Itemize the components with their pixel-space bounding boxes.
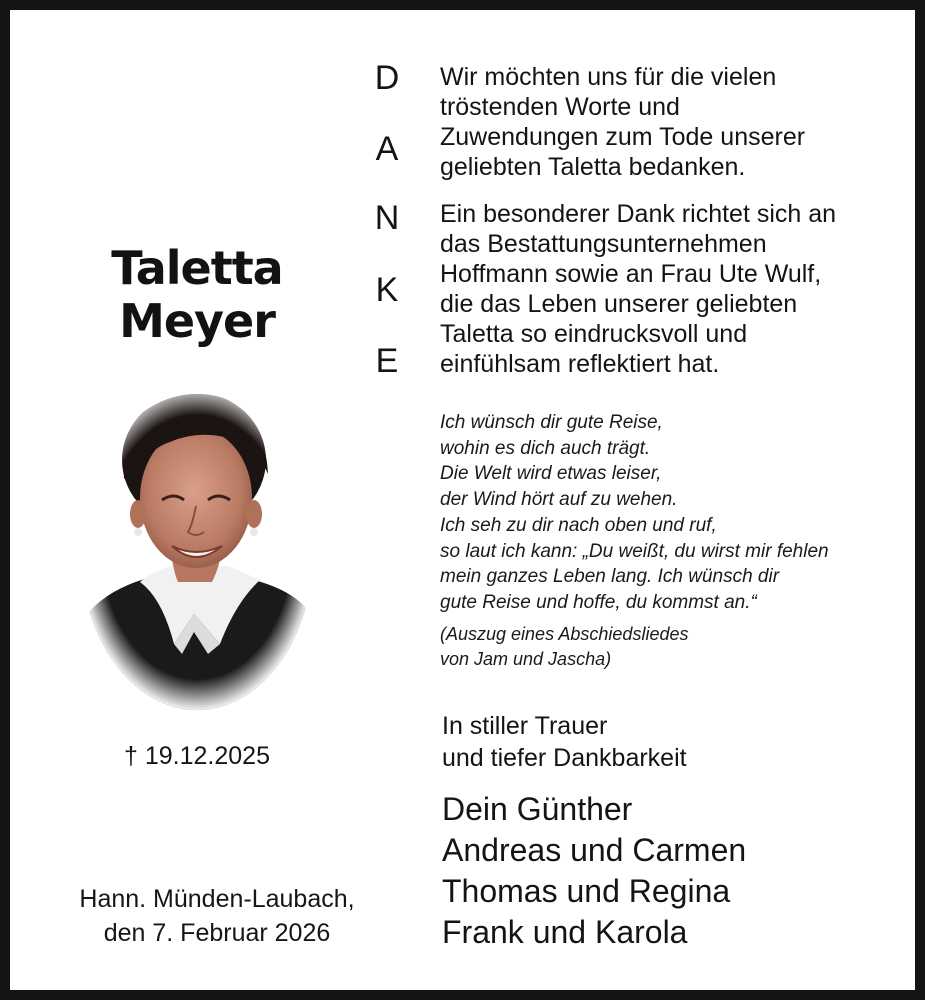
farewell-poem: Ich wünsch dir gute Reise, wohin es dich auch trägt. Die Welt wird etwas leiser, der Wind hört auf zu wehen. Ich seh zu dir nach oben und ruf, so laut ich kann: „Du weißt, du wirst mir fehlen mein ganzes Leben lang. Ich wünsch dir gute Reise und hoffe, du kommst an.“ (440, 412, 829, 613)
poem-credit: (Auszug eines Abschiedsliedes von Jam und Jascha) (440, 624, 689, 669)
family-member: Andreas und Carmen (442, 832, 747, 868)
date-line: den 7. Februar 2026 (103, 919, 331, 947)
deceased-last-name: Meyer (119, 294, 275, 348)
family-member: Frank und Karola (442, 914, 688, 950)
thanks-paragraph-1: Wir möchten uns für die vielen tröstenden Worte und Zuwendungen zum Tode unserer geliebten Taletta bedanken. (440, 63, 806, 181)
danke-letter-a: A (375, 130, 399, 168)
place-line: Hann. Münden-Laubach, (79, 885, 355, 913)
mourning-text: In stiller Trauer und tiefer Dankbarkeit (442, 712, 687, 772)
family-member: Thomas und Regina (442, 873, 731, 909)
danke-letter-k: K (375, 271, 399, 309)
danke-letter-d: D (374, 59, 400, 97)
family-member: Dein Günther (442, 791, 633, 827)
place-and-date (30, 882, 404, 950)
thanks-paragraph-2: Ein besonderer Dank richtet sich an das Bestattungsunternehmen Hoffmann sowie an Frau Ute Wulf, die das Leben unserer geliebten Taletta so eindrucksvoll und einfühlsam reflektiert hat. (440, 200, 837, 378)
danke-letter-n: N (374, 199, 400, 237)
family-signatures (442, 789, 912, 953)
death-date: † 19.12.2025 (124, 742, 270, 770)
danke-letter-e: E (375, 342, 399, 380)
deceased-first-name: Taletta (111, 241, 283, 295)
portrait-photo (78, 382, 316, 712)
